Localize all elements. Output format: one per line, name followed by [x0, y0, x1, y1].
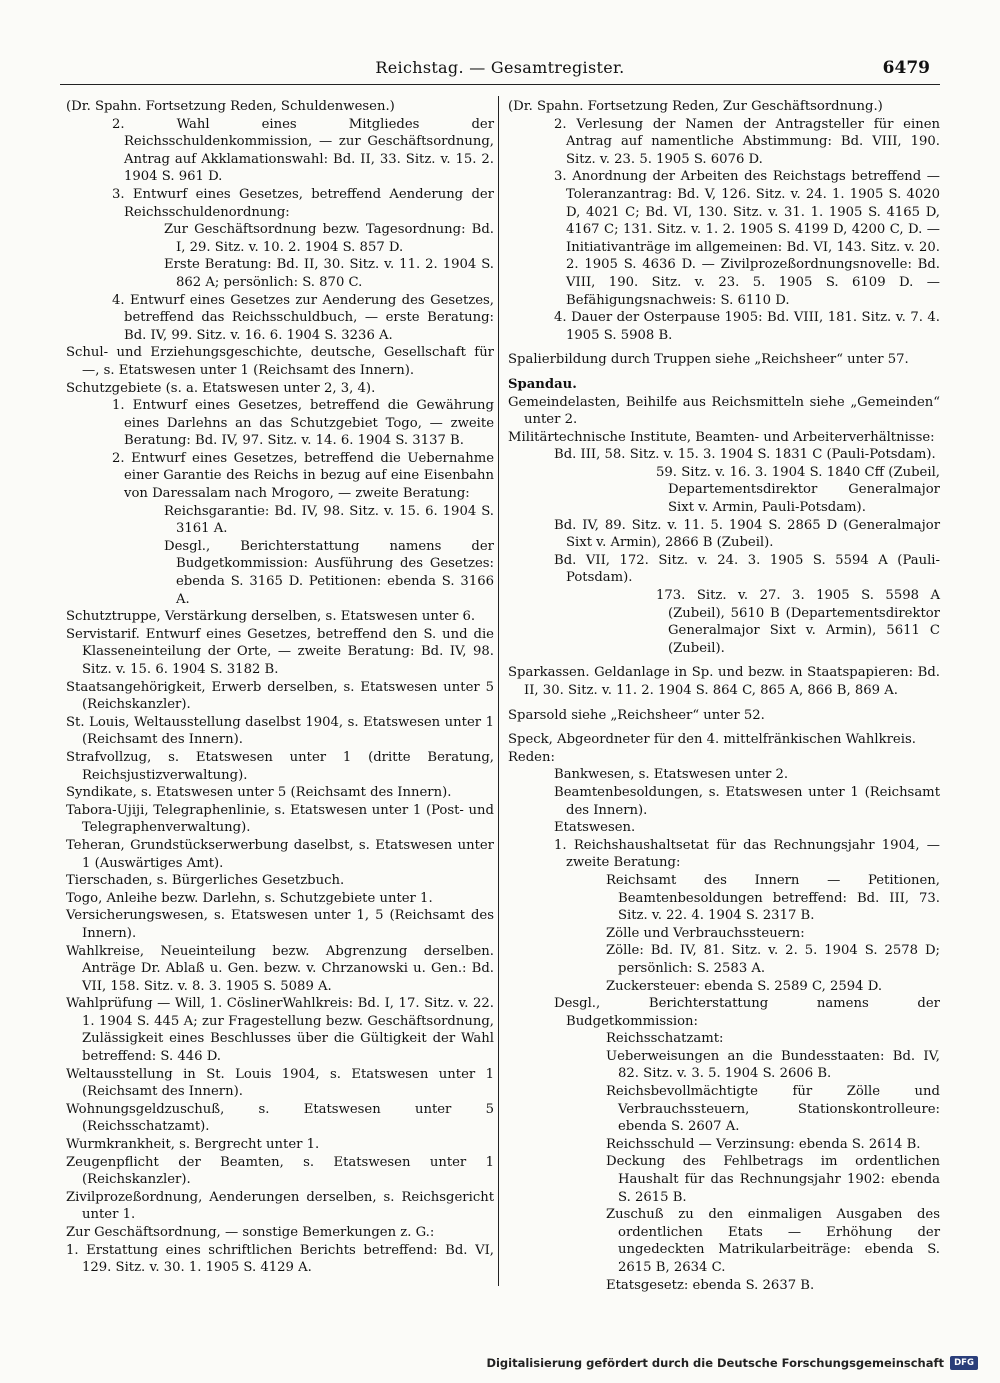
right-column	[508, 98, 940, 1294]
index-entry: 59. Sitz. v. 16. 3. 1904 S. 1840 Cff (Zubeil, Departementsdirektor Generalmajor Sixt v. Armin, Pauli-Potsdam).	[656, 464, 940, 516]
index-entry: Zur Geschäftsordnung bezw. Tagesordnung: Bd. I, 29. Sitz. v. 10. 2. 1904 S. 857 D.	[164, 222, 494, 255]
index-entry: (Dr. Spahn. Fortsetzung Reden, Schuldenwesen.)	[66, 99, 395, 114]
index-entry: 1. Erstattung eines schriftlichen Berichts betreffend: Bd. VI, 129. Sitz. v. 30. 1. 1905 S. 4129 A.	[66, 1242, 494, 1276]
index-entry: Teheran, Grundstückserwerbung daselbst, s. Etatswesen unter 1 (Auswärtiges Amt).	[66, 837, 494, 871]
running-header	[60, 58, 940, 82]
dfg-logo-icon: DFG	[950, 1356, 978, 1370]
index-entry: 2. Entwurf eines Gesetzes, betreffend die Uebernahme einer Garantie des Reichs in bezug auf eine Eisenbahn von Daressalam nach Mrogoro, — zweite Beratung:	[112, 450, 494, 502]
index-entry: Erste Beratung: Bd. II, 30. Sitz. v. 11. 2. 1904 S. 862 A; persönlich: S. 870 C.	[164, 257, 494, 290]
index-entry: Versicherungswesen, s. Etatswesen unter 1, 5 (Reichsamt des Innern).	[66, 908, 494, 941]
index-entry: Tierschaden, s. Bürgerliches Gesetzbuch.	[66, 873, 345, 889]
index-entry: Spalierbildung durch Truppen siehe „Reichsheer“ unter 57.	[508, 352, 909, 368]
index-entry: Sparkassen. Geldanlage in Sp. und bezw. in Staatspapieren: Bd. II, 30. Sitz. v. 11. 2. 1904 S. 864 C, 865 A, 866 B, 869 A.	[508, 665, 940, 698]
index-entry: Spandau.	[508, 376, 577, 392]
index-entry: Etatsgesetz: ebenda S. 2637 B.	[606, 1277, 815, 1293]
index-entry: Strafvollzug, s. Etatswesen unter 1 (dritte Beratung, Reichsjustizverwaltung).	[66, 749, 494, 783]
index-entry: Wahlkreise, Neueinteilung bezw. Abgrenzung derselben. Anträge Dr. Ablaß u. Gen. bezw. v. Chrzanowski u. Gen.: Bd. VII, 158. Sitz. v. 8. 3. 1905 S. 5089 A.	[66, 943, 494, 994]
index-entry: 3. Entwurf eines Gesetzes, betreffend Aenderung der Reichsschuldenordnung:	[112, 186, 494, 220]
index-entry: Zeugenpflicht der Beamten, s. Etatswesen unter 1 (Reichskanzler).	[66, 1154, 494, 1188]
index-entry: Reden:	[508, 749, 555, 765]
index-entry: 173. Sitz. v. 27. 3. 1905 S. 5598 A (Zubeil), 5610 B (Departementsdirektor Generalmajor Sixt v. Armin), 5611 C (Zubeil).	[656, 588, 940, 656]
index-entry: Reichsbevollmächtigte für Zölle und Verbrauchssteuern, Stationskontrolleure: ebenda S. 2607 A.	[606, 1084, 940, 1135]
index-entry: Bankwesen, s. Etatswesen unter 2.	[554, 767, 789, 783]
index-entry: Zölle: Bd. IV, 81. Sitz. v. 2. 5. 1904 S. 2578 D; persönlich: S. 2583 A.	[606, 943, 940, 976]
index-entry: Reichsschatzamt:	[606, 1031, 724, 1047]
page-title: Reichstag. — Gesamtregister.	[375, 58, 625, 77]
index-entry: Schutztruppe, Verstärkung derselben, s. Etatswesen unter 6.	[66, 609, 476, 625]
index-entry: Ueberweisungen an die Bundesstaaten: Bd. IV, 82. Sitz. v. 3. 5. 1904 S. 2606 B.	[606, 1048, 940, 1082]
index-entry: Wahlprüfung — Will, 1. CöslinerWahlkreis: Bd. I, 17. Sitz. v. 22. 1. 1904 S. 445 A; zur Fragestellung bezw. Geschäftsordnung, Zulässigkeit eines Beschlusses über die Gültigkeit der Wahl betreffend: S. 446 D.	[66, 996, 494, 1065]
index-entry: Desgl., Berichterstattung namens der Budgetkommission:	[554, 996, 940, 1029]
index-entry: Bd. III, 58. Sitz. v. 15. 3. 1904 S. 1831 C (Pauli-Potsdam).	[554, 447, 936, 463]
index-entry: Staatsangehörigkeit, Erwerb derselben, s. Etatswesen unter 5 (Reichskanzler).	[66, 679, 494, 713]
index-entry: Zur Geschäftsordnung, — sonstige Bemerkungen z. G.:	[66, 1225, 435, 1240]
index-entry: Desgl., Berichterstattung namens der Budgetkommission: Ausführung des Gesetzes: ebenda S. 3165 D. Petitionen: ebenda S. 3166 A.	[164, 538, 494, 607]
index-entry: Gemeindelasten, Beihilfe aus Reichsmitteln siehe „Gemeinden“ unter 2.	[508, 394, 940, 428]
funding-footer	[486, 1356, 978, 1370]
index-entry: Zuckersteuer: ebenda S. 2589 C, 2594 D.	[606, 978, 883, 994]
index-entry: St. Louis, Weltausstellung daselbst 1904, s. Etatswesen unter 1 (Reichsamt des Innern).	[66, 714, 494, 748]
index-entry: Togo, Anleihe bezw. Darlehn, s. Schutzgebiete unter 1.	[66, 890, 433, 906]
index-entry: Syndikate, s. Etatswesen unter 5 (Reichsamt des Innern).	[66, 785, 452, 801]
index-entry: 4. Dauer der Osterpause 1905: Bd. VIII, 181. Sitz. v. 7. 4. 1905 S. 5908 B.	[554, 310, 940, 343]
index-entry: Beamtenbesoldungen, s. Etatswesen unter 1 (Reichsamt des Innern).	[554, 784, 940, 818]
header-rule	[60, 84, 940, 85]
index-entry: 1. Entwurf eines Gesetzes, betreffend die Gewährung eines Darlehns an das Schutzgebiet Togo, — zweite Beratung: Bd. IV, 97. Sitz. v. 14. 6. 1904 S. 3137 B.	[112, 398, 494, 449]
index-entry: Servistarif. Entwurf eines Gesetzes, betreffend den S. und die Klasseneinteilung der Orte, — zweite Beratung: Bd. IV, 98. Sitz. v. 15. 6. 1904 S. 3182 B.	[66, 626, 494, 677]
index-entry: Schul- und Erziehungsgeschichte, deutsche, Gesellschaft für —, s. Etatswesen unter 1 (Reichsamt des Innern).	[66, 345, 494, 378]
index-entry: Bd. VII, 172. Sitz. v. 24. 3. 1905 S. 5594 A (Pauli-Potsdam).	[554, 552, 940, 586]
index-entry: Bd. IV, 89. Sitz. v. 11. 5. 1904 S. 2865 D (Generalmajor Sixt v. Armin), 2866 B (Zubeil).	[554, 517, 940, 551]
index-entry: Schutzgebiete (s. a. Etatswesen unter 2, 3, 4).	[66, 380, 376, 396]
index-entry: Reichsschuld — Verzinsung: ebenda S. 2614 B.	[606, 1136, 921, 1152]
index-entry: Wohnungsgeldzuschuß, s. Etatswesen unter 5 (Reichsschatzamt).	[66, 1101, 494, 1135]
column-divider	[498, 96, 499, 1286]
index-entry: Zölle und Verbrauchssteuern:	[606, 925, 805, 941]
index-entry: Wurmkrankheit, s. Bergrecht unter 1.	[66, 1137, 320, 1153]
index-entry: Zuschuß zu den einmaligen Ausgaben des ordentlichen Etats — Erhöhung der ungedeckten Matrikularbeiträge: ebenda S. 2615 B, 2634 C.	[606, 1207, 940, 1275]
index-entry: Zivilprozeßordnung, Aenderungen derselben, s. Reichsgericht unter 1.	[66, 1189, 494, 1223]
index-entry: 1. Reichshaushaltsetat für das Rechnungsjahr 1904, — zweite Beratung:	[554, 837, 940, 871]
index-entry: Tabora-Ujiji, Telegraphenlinie, s. Etatswesen unter 1 (Post- und Telegraphenverwaltung).	[66, 802, 494, 836]
index-entry: (Dr. Spahn. Fortsetzung Reden, Zur Geschäftsordnung.)	[508, 99, 883, 114]
footer-text: Digitalisierung gefördert durch die Deutsche Forschungsgemeinschaft	[486, 1356, 944, 1370]
index-entry: Sparsold siehe „Reichsheer“ unter 52.	[508, 707, 765, 723]
page-number: 6479	[882, 58, 930, 78]
index-entry: Etatswesen.	[554, 820, 636, 836]
index-entry: Reichsamt des Innern — Petitionen, Beamtenbesoldungen betreffend: Bd. III, 73. Sitz. v. 22. 4. 1904 S. 2317 B.	[606, 872, 940, 924]
index-entry: Deckung des Fehlbetrags im ordentlichen Haushalt für das Rechnungsjahr 1902: ebenda S. 2615 B.	[606, 1154, 940, 1205]
left-column	[66, 98, 494, 1277]
index-entry: Weltausstellung in St. Louis 1904, s. Etatswesen unter 1 (Reichsamt des Innern).	[66, 1066, 494, 1100]
index-entry: Militärtechnische Institute, Beamten- und Arbeiterverhältnisse:	[508, 429, 935, 445]
index-entry: Reichsgarantie: Bd. IV, 98. Sitz. v. 15. 6. 1904 S. 3161 A.	[164, 503, 494, 537]
index-entry: 2. Verlesung der Namen der Antragsteller für einen Antrag auf namentliche Abstimmung: Bd. VIII, 190. Sitz. v. 23. 5. 1905 S. 6076 D.	[554, 116, 940, 167]
index-entry: Speck, Abgeordneter für den 4. mittelfränkischen Wahlkreis.	[508, 732, 916, 748]
index-entry: 2. Wahl eines Mitgliedes der Reichsschuldenkommission, — zur Geschäftsordnung, Antrag auf Akklamationswahl: Bd. II, 33. Sitz. v. 15. 2. 1904 S. 961 D.	[112, 116, 494, 185]
index-entry: 3. Anordnung der Arbeiten des Reichstags betreffend — Toleranzantrag: Bd. V, 126. Sitz. v. 24. 1. 1905 S. 4020 D, 4021 C; Bd. VI, 130. Sitz. v. 31. 1. 1905 S. 4165 D, 4167 C; 131. Sitz. v. 1. 2. 1905 S. 4199 D, 4200 C, D. — Initiativanträge im allgemeinen: Bd. VI, 143. Sitz. v. 20. 2. 1905 S. 4636 D. — Zivilprozeßordnungsnovelle: Bd. VIII, 190. Sitz. v. 23. 5. 1905 S. 6109 D. — Befähigungsnachweis: S. 6110 D.	[554, 169, 940, 308]
index-entry: 4. Entwurf eines Gesetzes zur Aenderung des Gesetzes, betreffend das Reichsschuldbuch, — erste Beratung: Bd. IV, 99. Sitz. v. 16. 6. 1904 S. 3236 A.	[112, 292, 494, 343]
